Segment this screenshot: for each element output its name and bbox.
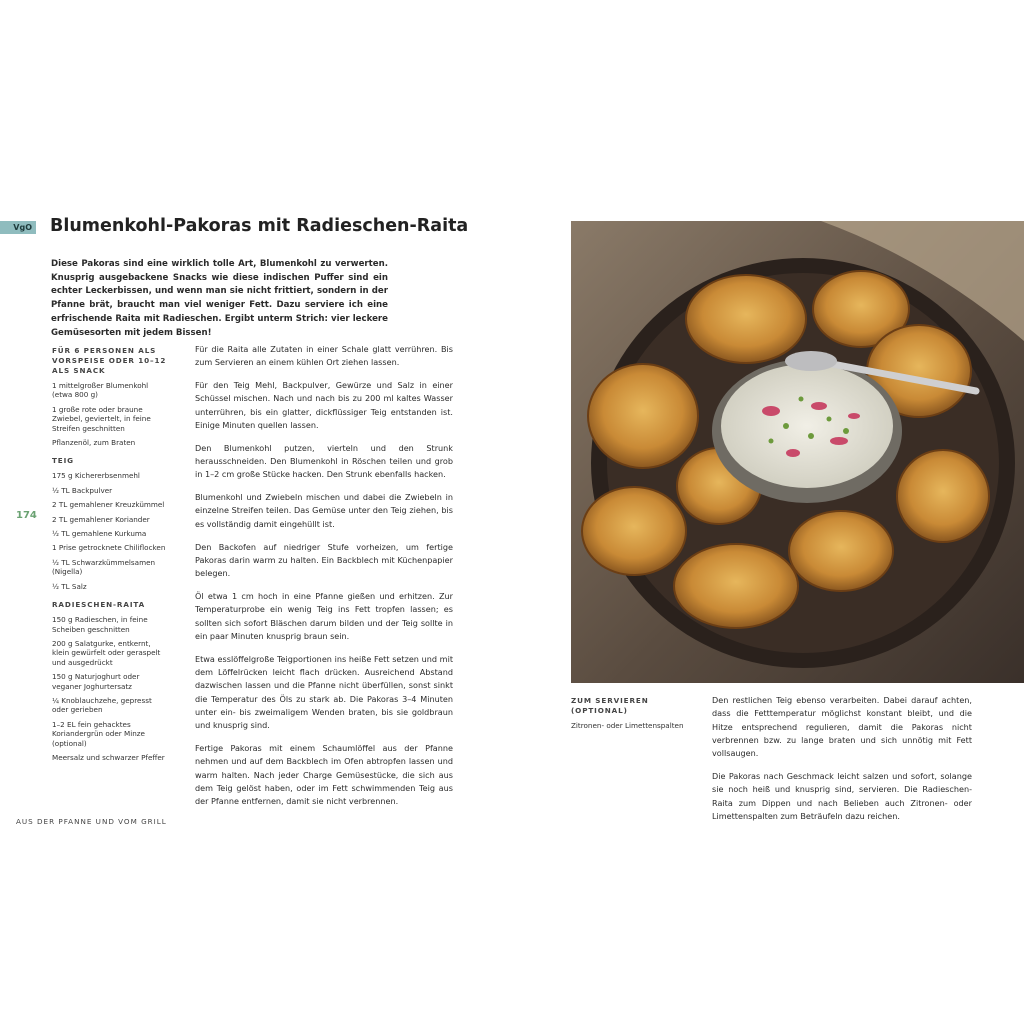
method-step: Den restlichen Teig ebenso verarbeiten. Dabei darauf achten, dass die Fetttemperatur möglichst konstant bleibt, und die Hitze entsprechend regulieren, damit die Pakoras nicht verbrennen bzw. zu lange braten und sich unnötig mit Fett vollsaugen. bbox=[712, 695, 972, 759]
vegan-badge: VgO bbox=[0, 221, 36, 234]
ingredient-item: 150 g Radieschen, in feine Scheiben geschnitten bbox=[52, 615, 148, 634]
ingredient-item: Pflanzenöl, zum Braten bbox=[52, 438, 136, 448]
ingredient-item: 1–2 EL fein gehacktes Koriandergrün oder Minze (optional) bbox=[52, 719, 145, 748]
ingredient-item: 200 g Salatgurke, entkernt, klein gewürfelt oder geraspelt und ausgedrückt bbox=[52, 638, 161, 667]
teig-heading: TEIG bbox=[52, 456, 74, 466]
method-step: Öl etwa 1 cm hoch in eine Pfanne gießen und erhitzen. Zur Temperaturprobe ein wenig Teig ins Fett tropfen lassen; es sollten sich sofort Bläschen darum bilden und der Teig sollte in ein paar Minuten knusprig braun sein. bbox=[195, 590, 453, 641]
ingredient-item: 2 TL gemahlener Kreuzkümmel bbox=[52, 500, 165, 510]
serving-suggestion bbox=[571, 696, 691, 735]
method-column-right bbox=[712, 694, 972, 833]
recipe-intro: Diese Pakoras sind eine wirklich tolle Art, Blumenkohl zu verwerten. Knusprig ausgebackene Snacks wie diese indischen Puffer sind ein echter Leckerbissen, und wenn man sie nicht frittiert, sondern in der Pfanne brät, braucht man viel weniger Fett. Dazu serviere ich eine erfrischende Raita mit Radieschen. Ergibt unterm Strich: vier leckere Gemüsesorten mit jedem Bissen! bbox=[51, 259, 388, 338]
method-step: Die Pakoras nach Geschmack leicht salzen und sofort, solange sie noch heiß und knusprig sind, servieren. Die Radieschen-Raita zum Dippen und nach Belieben auch Zitronen- oder Limettenspalten zum Beträufeln dazu reichen. bbox=[712, 770, 972, 821]
serving-item: Zitronen- oder Limettenspalten bbox=[571, 721, 684, 730]
ingredient-item: Meersalz und schwarzer Pfeffer bbox=[52, 752, 165, 762]
ingredient-item: 150 g Naturjoghurt oder veganer Joghurtersatz bbox=[52, 672, 140, 691]
raita-heading: RADIESCHEN-RAITA bbox=[52, 600, 146, 610]
page-number: 174 bbox=[16, 510, 37, 521]
ingredient-item: 2 TL gemahlener Koriander bbox=[52, 514, 150, 524]
servings-heading: FÜR 6 PERSONEN ALS VORSPEISE ODER 10–12 ALS SNACK bbox=[52, 346, 167, 375]
method-step: Für den Teig Mehl, Backpulver, Gewürze und Salz in einer Schüssel mischen. Nach und nach bis zu 200 ml kaltes Wasser unterrühren, bis ein glatter, dickflüssiger Teig entstanden ist. Einige Minuten quellen lassen. bbox=[195, 380, 453, 430]
method-step: Etwa esslöffelgroße Teigportionen ins heiße Fett setzen und mit dem Löffelrücken leicht flach drücken. Ausreichend Abstand dazwischen lassen und die Pfanne nicht überfüllen, sonst sinkt die Temperatur des Öls zu stark ab. Die Pakoras 3–4 Minuten unter ein- bis zweimaligem Wenden braten, bis sie goldbraun und knusprig sind. bbox=[195, 653, 453, 731]
method-step: Für die Raita alle Zutaten in einer Schale glatt verrühren. Bis zum Servieren an einem kühlen Ort ziehen lassen. bbox=[195, 344, 453, 368]
pakora-photo bbox=[571, 221, 1024, 683]
ingredient-item: ½ TL Backpulver bbox=[52, 485, 113, 495]
method-column bbox=[195, 343, 453, 818]
ingredient-item: 1 Prise getrocknete Chiliflocken bbox=[52, 543, 166, 553]
ingredients-column bbox=[52, 346, 167, 767]
ingredient-item: 1 mittelgroßer Blumenkohl (etwa 800 g) bbox=[52, 381, 149, 400]
method-step: Den Blumenkohl putzen, vierteln und den Strunk herausschneiden. Den Blumenkohl in Röschen teilen und grob in 1–2 cm große Stücke hacken. Den Strunk ebenfalls hacken. bbox=[195, 442, 453, 480]
ingredient-item: ½ TL gemahlene Kurkuma bbox=[52, 529, 147, 539]
method-step: Fertige Pakoras mit einem Schaumlöffel aus der Pfanne nehmen und auf dem Backblech im Ofen abtropfen lassen und warm halten. Nach jeder Charge Gemüsestücke, die sich aus dem Teig gelöst haben, oder im Fett schwimmenden Teig aus der Pfanne entfernen, damit sie nicht verbrennen. bbox=[195, 742, 453, 807]
recipe-title: Blumenkohl-Pakoras mit Radieschen-Raita bbox=[50, 216, 469, 236]
ingredient-item: 1 große rote oder braune Zwiebel, geviertelt, in feine Streifen geschnitten bbox=[52, 404, 151, 433]
ingredient-item: ½ TL Schwarzkümmelsamen (Nigella) bbox=[52, 557, 156, 577]
method-step: Blumenkohl und Zwiebeln mischen und dabei die Zwiebeln in einzelne Streifen teilen. Das Gemüse unter den Teig ziehen, bis es vollständig damit eingehüllt ist. bbox=[195, 492, 453, 529]
ingredient-item: ¼ Knoblauchzehe, gepresst oder gerieben bbox=[52, 695, 152, 715]
ingredient-item: ½ TL Salz bbox=[52, 581, 87, 591]
method-step: Den Backofen auf niedriger Stufe vorheizen, um fertige Pakoras darin warm zu halten. Ein Backblech mit Küchenpapier belegen. bbox=[195, 541, 453, 579]
serving-heading: ZUM SERVIEREN (OPTIONAL) bbox=[571, 696, 649, 715]
ingredient-item: 175 g Kichererbsenmehl bbox=[52, 471, 140, 481]
chapter-footer: AUS DER PFANNE UND VOM GRILL bbox=[16, 817, 167, 826]
